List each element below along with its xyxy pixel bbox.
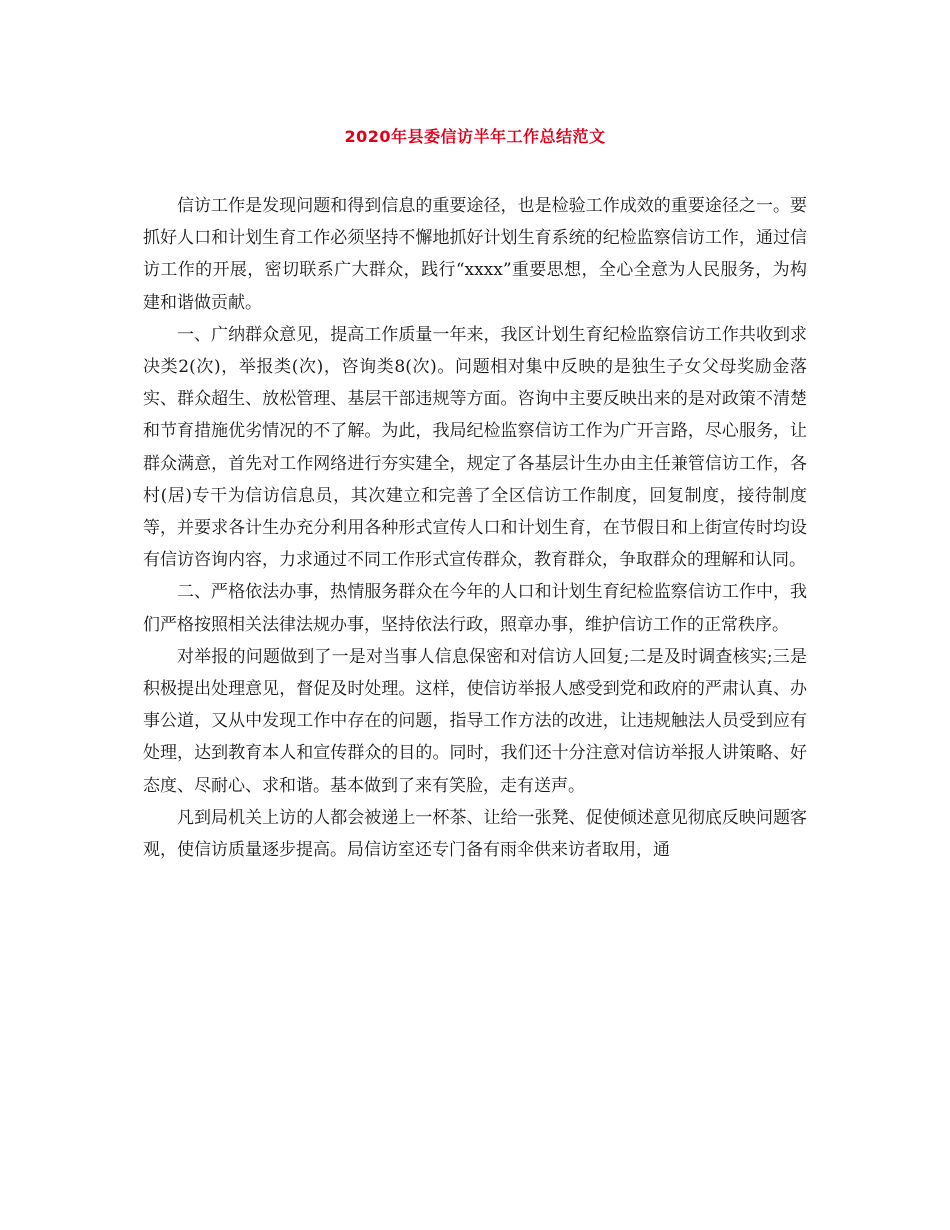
document-title: 2020年县委信访半年工作总结范文	[344, 127, 606, 146]
paragraph: 对举报的问题做到了一是对当事人信息保密和对信访人回复;二是及时调查核实;三是积极提出处理意见，督促及时处理。这样，使信访举报人感受到党和政府的严肃认真、办事公道，又从中发现工作中存在的问题，指导工作方法的改进，让违规触法人员受到应有处理，达到教育本人和宣传群众的目的。同时，我们还十分注意对信访举报人讲策略、好态度、尽耐心、求和谐。基本做到了来有笑脸，走有送声。	[143, 646, 807, 796]
paragraph: 二、严格依法办事，热情服务群众在今年的人口和计划生育纪检监察信访工作中，我们严格按照相关法律法规办事，坚持依法行政，照章办事，维护信访工作的正常秩序。	[143, 582, 807, 635]
paragraph: 一、广纳群众意见，提高工作质量一年来，我区计划生育纪检监察信访工作共收到求决类2(次)，举报类(次)，咨询类8(次)。问题相对集中反映的是独生子女父母奖励金落实、群众超生、放松管理、基层干部违规等方面。咨询中主要反映出来的是对政策不清楚和节育措施优劣情况的不了解。为此，我局纪检监察信访工作为广开言路，尽心服务，让群众满意，首先对工作网络进行夯实建全，规定了各基层计生办由主任兼管信访工作，各村(居)专干为信访信息员，其次建立和完善了全区信访工作制度，回复制度，接待制度等，并要求各计生办充分利用各种形式宣传人口和计划生育，在节假日和上街宣传时均设有信访咨询内容，力求通过不同工作形式宣传群众，教育群众，争取群众的理解和认同。	[143, 324, 807, 571]
document-body	[143, 190, 807, 866]
paragraph: 信访工作是发现问题和得到信息的重要途径，也是检验工作成效的重要途径之一。要抓好人口和计划生育工作必须坚持不懈地抓好计划生育系统的纪检监察信访工作，通过信访工作的开展，密切联系广大群众，践行“xxxx”重要思想，全心全意为人民服务，为构建和谐做贡献。	[143, 196, 807, 313]
paragraph: 凡到局机关上访的人都会被递上一杯茶、让给一张凳、促使倾述意见彻底反映问题客观，使信访质量逐步提高。局信访室还专门备有雨伞供来访者取用，通	[143, 807, 807, 861]
